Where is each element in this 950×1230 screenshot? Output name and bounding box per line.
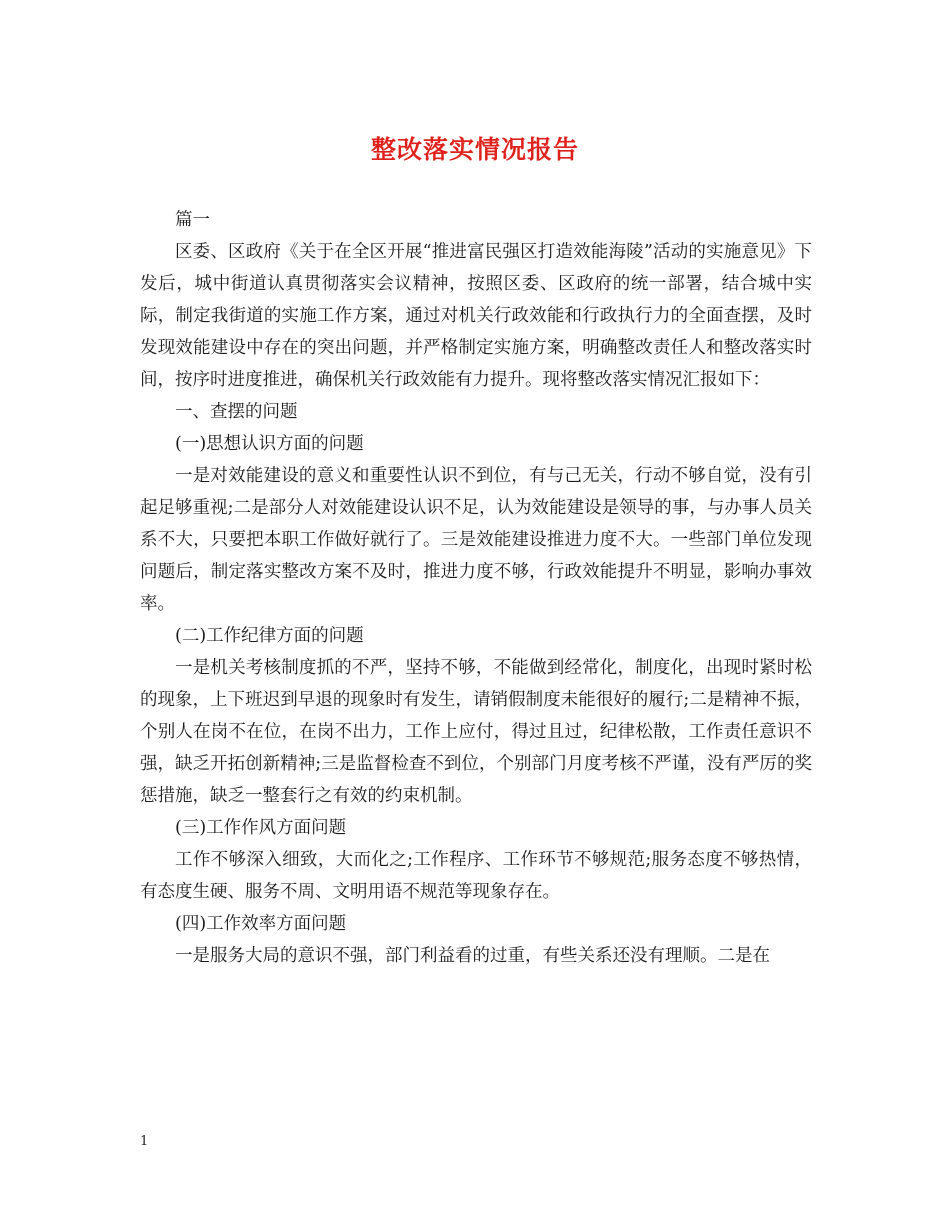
heading-issues: 一、查摆的问题 (175, 402, 298, 422)
paragraph-style: 工作不够深入细致，大而化之;工作程序、工作环节不够规范;服务态度不够热情，有态度生硬、服务不周、文明用语不规范等现象存在。 (140, 850, 812, 902)
subheading-efficiency: (四)工作效率方面问题 (175, 914, 347, 934)
paragraph-discipline: 一是机关考核制度抓的不严，坚持不够，不能做到经常化，制度化，出现时紧时松的现象，上下班迟到早退的现象时有发生，请销假制度未能很好的履行;二是精神不振，个别人在岗不在位，在岗不出力，工作上应付，得过且过，纪律松散，工作责任意识不强，缺乏开拓创新精神;三是监督检查不到位，个别部门月度考核不严谨，没有严厉的奖惩措施，缺乏一整套行之有效的约束机制。 (140, 658, 812, 806)
document-body (140, 204, 812, 972)
section-label: 篇一 (175, 210, 210, 230)
subheading-thinking: (一)思想认识方面的问题 (175, 434, 364, 454)
subheading-discipline: (二)工作纪律方面的问题 (175, 626, 364, 646)
intro-paragraph: 区委、区政府《关于在全区开展“推进富民强区打造效能海陵”活动的实施意见》下发后，城中街道认真贯彻落实会议精神，按照区委、区政府的统一部署，结合城中实际，制定我街道的实施工作方案，通过对机关行政效能和行政执行力的全面查摆，及时发现效能建设中存在的突出问题，并严格制定实施方案，明确整改责任人和整改落实时间，按序时进度推进，确保机关行政效能有力提升。现将整改落实情况汇报如下： (140, 242, 812, 390)
paragraph-efficiency: 一是服务大局的意识不强，部门利益看的过重，有些关系还没有理顺。二是在 (175, 946, 770, 966)
document-title: 整改落实情况报告 (370, 135, 579, 164)
paragraph-thinking: 一是对效能建设的意义和重要性认识不到位，有与己无关，行动不够自觉，没有引起足够重视;二是部分人对效能建设认识不足，认为效能建设是领导的事，与办事人员关系不大，只要把本职工作做好就行了。三是效能建设推进力度不大。一些部门单位发现问题后，制定落实整改方案不及时，推进力度不够，行政效能提升不明显，影响办事效率。 (140, 466, 812, 614)
page-number: 1 (140, 1134, 149, 1149)
subheading-style: (三)工作作风方面问题 (175, 818, 347, 838)
